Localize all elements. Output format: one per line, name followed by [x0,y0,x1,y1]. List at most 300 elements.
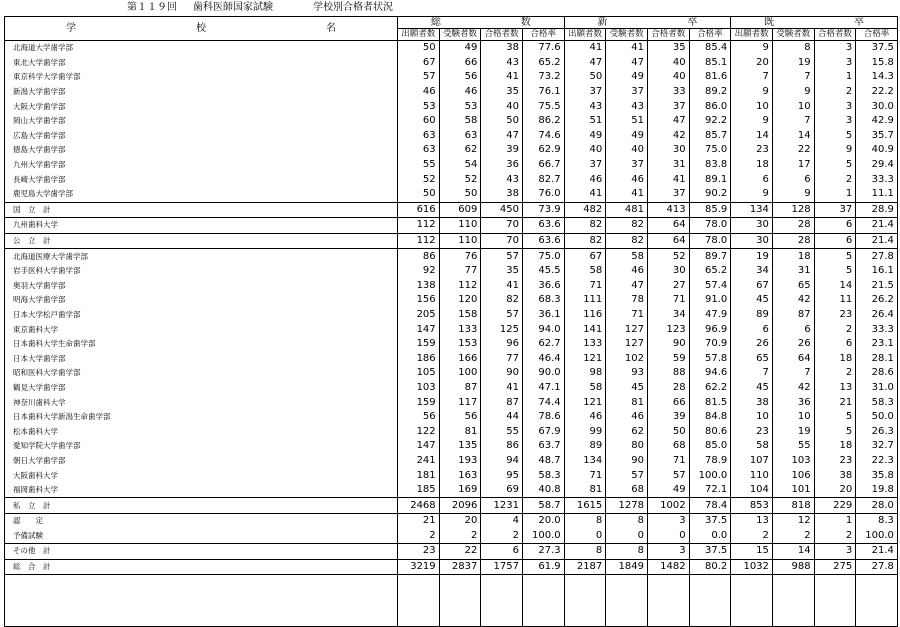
new-grad-pass-rate-cell: 78.0 [689,218,731,234]
subtotal-row [5,233,898,249]
prior-grad-pass-rate-cell: 28.9 [856,202,898,218]
total-applicants-cell: 185 [398,483,440,498]
prior-grad-applicants-cell: 45 [731,293,773,308]
prior-grad-pass-rate-cell: 16.1 [856,264,898,279]
school-row [5,322,898,337]
school-name-cell: 長崎大学歯学部 [5,172,398,187]
school-name-cell: 神奈川歯科大学 [5,395,398,410]
prior-grad-applicants-cell: 45 [731,381,773,396]
total-pass-rate-cell: 45.5 [522,264,564,279]
new-grad-pass-rate-cell: 89.7 [689,249,731,264]
total-pass-rate-cell: 62.9 [522,143,564,158]
prior-grad-applicants-cell: 110 [731,468,773,483]
prior-grad-examinees-cell: 42 [772,381,814,396]
total-applicants-cell: 147 [398,322,440,337]
school-row [5,143,898,158]
new-grad-passers-cell: 31 [647,158,689,173]
school-name-cell: 鶴見大学歯学部 [5,381,398,396]
total-examinees-cell: 100 [439,366,481,381]
total-pass-rate-cell: 58.3 [522,468,564,483]
prior-grad-pass-rate-cell: 58.3 [856,395,898,410]
new-grad-pass-rate-cell: 90.2 [689,187,731,202]
new-grad-pass-rate-cell: 57.8 [689,351,731,366]
prior-grad-examinees-cell: 7 [772,114,814,129]
prior-grad-examinees-cell: 6 [772,172,814,187]
total-passers-cell: 35 [481,85,523,100]
total-applicants-cell: 86 [398,249,440,264]
total-passers-cell: 55 [481,424,523,439]
total-passers-cell: 70 [481,233,523,249]
prior-grad-applicants-cell: 13 [731,514,773,529]
total-examinees-cell: 193 [439,454,481,469]
new-grad-examinees-cell: 1278 [606,498,648,514]
prior-grad-pass-rate-cell: 19.8 [856,483,898,498]
total-pass-rate-cell: 58.7 [522,498,564,514]
new-grad-examinees-cell: 0 [606,529,648,544]
new-grad-pass-rate-cell: 86.0 [689,99,731,114]
school-row [5,483,898,498]
new-grad-passers-cell: 3 [647,544,689,560]
prior-grad-applicants-cell: 26 [731,337,773,352]
total-pass-rate-cell: 40.8 [522,483,564,498]
prior-grad-passers-cell: 20 [814,483,856,498]
school-row [5,41,898,56]
new-grad-applicants-cell: 82 [564,233,606,249]
blank-cell [439,575,481,627]
subtotal-row [5,202,898,218]
total-applicants-cell: 67 [398,56,440,71]
school-name-cell: 日本大学歯学部 [5,351,398,366]
prior-grad-passers-cell: 2 [814,366,856,381]
school-name-header: 学 校 名 [5,17,398,41]
exam-name: 歯科医師国家試験 [193,2,273,13]
prior-grad-passers-cell: 18 [814,439,856,454]
new-grad-applicants-cell: 58 [564,264,606,279]
prior-grad-passers-cell: 6 [814,337,856,352]
new-grad-applicants-cell: 58 [564,381,606,396]
prior-grad-passers-cell: 3 [814,99,856,114]
prior-grad-passers-cell: 3 [814,56,856,71]
prior-grad-examinees-cell: 26 [772,337,814,352]
total-applicants-cell: 21 [398,514,440,529]
school-row [5,381,898,396]
prior-grad-pass-rate-cell: 40.9 [856,143,898,158]
total-examinees-cell: 120 [439,293,481,308]
new-grad-applicants-cell: 82 [564,218,606,234]
new-grad-applicants-cell: 43 [564,99,606,114]
new-grad-applicants-cell: 46 [564,410,606,425]
prior-grad-pass-rate-cell: 32.7 [856,439,898,454]
prior-grad-examinees-cell: 87 [772,308,814,323]
prior-grad-pass-rate-cell: 35.7 [856,129,898,144]
total-applicants-cell: 159 [398,395,440,410]
total-pass-rate-cell: 94.0 [522,322,564,337]
prior-grad-examinees-cell: 19 [772,56,814,71]
new-grad-passers-cell: 1482 [647,559,689,575]
new-grad-group-header: 新 卒 [564,17,731,29]
new-grad-passers-cell: 27 [647,279,689,294]
total-pass-rate-cell: 74.4 [522,395,564,410]
new-grad-applicants-cell: 8 [564,514,606,529]
prior-grad-applicants-cell: 7 [731,70,773,85]
blank-cell [856,575,898,627]
prior-grad-pass-rate-cell: 42.9 [856,114,898,129]
prior-grad-applicants-cell: 38 [731,395,773,410]
total-applicants-cell: 138 [398,279,440,294]
total-applicants-cell: 181 [398,468,440,483]
school-name-cell: 愛知学院大学歯学部 [5,439,398,454]
prior-grad-pass-rate-header: 合格率 [856,29,898,41]
new-grad-pass-rate-cell: 78.9 [689,454,731,469]
school-row [5,99,898,114]
total-pass-rate-cell: 61.9 [522,559,564,575]
new-grad-passers-cell: 50 [647,424,689,439]
school-name-cell: 奥羽大学歯学部 [5,279,398,294]
school-row [5,308,898,323]
school-name-cell: 日本歯科大学新潟生命歯学部 [5,410,398,425]
prior-grad-applicants-cell: 9 [731,187,773,202]
prior-grad-applicants-cell: 30 [731,218,773,234]
prior-grad-applicants-cell: 30 [731,233,773,249]
total-pass-rate-cell: 46.4 [522,351,564,366]
new-grad-applicants-cell: 2187 [564,559,606,575]
prior-grad-passers-cell: 1 [814,514,856,529]
prior-grad-pass-rate-cell: 23.1 [856,337,898,352]
prior-grad-pass-rate-cell: 35.8 [856,468,898,483]
new-grad-passers-cell: 71 [647,454,689,469]
total-applicants-cell: 147 [398,439,440,454]
total-passers-cell: 86 [481,439,523,454]
prior-grad-applicants-cell: 107 [731,454,773,469]
prior-grad-passers-cell: 5 [814,424,856,439]
new-grad-pass-rate-cell: 85.9 [689,202,731,218]
school-row [5,218,898,234]
new-grad-examinees-cell: 8 [606,544,648,560]
new-grad-applicants-cell: 98 [564,366,606,381]
new-grad-applicants-cell: 116 [564,308,606,323]
blank-cell [731,575,773,627]
total-pass-rate-cell: 27.3 [522,544,564,560]
prior-grad-applicants-cell: 1032 [731,559,773,575]
report-title: 学校別合格者状況 [313,2,393,13]
total-examinees-cell: 110 [439,218,481,234]
new-grad-applicants-cell: 81 [564,483,606,498]
new-grad-passers-cell: 64 [647,233,689,249]
prior-grad-passers-header: 合格者数 [814,29,856,41]
total-applicants-cell: 2468 [398,498,440,514]
prior-grad-applicants-cell: 7 [731,366,773,381]
prior-grad-applicants-cell: 6 [731,172,773,187]
grand-total-row [5,559,898,575]
prior-grad-passers-cell: 275 [814,559,856,575]
new-grad-applicants-cell: 482 [564,202,606,218]
prior-grad-examinees-cell: 103 [772,454,814,469]
new-grad-pass-rate-cell: 37.5 [689,514,731,529]
new-grad-applicants-cell: 41 [564,187,606,202]
school-name-cell: 北海道医療大学歯学部 [5,249,398,264]
new-grad-examinees-cell: 46 [606,264,648,279]
new-grad-examinees-cell: 40 [606,143,648,158]
total-applicants-cell: 53 [398,99,440,114]
new-grad-pass-rate-cell: 85.1 [689,56,731,71]
new-grad-applicants-cell: 49 [564,129,606,144]
total-pass-rate-cell: 76.1 [522,85,564,100]
prior-grad-passers-cell: 11 [814,293,856,308]
new-grad-examinees-cell: 58 [606,249,648,264]
prior-grad-passers-cell: 37 [814,202,856,218]
total-examinees-cell: 110 [439,233,481,249]
prior-grad-applicants-cell: 67 [731,279,773,294]
new-grad-applicants-cell: 67 [564,249,606,264]
prior-grad-passers-cell: 38 [814,468,856,483]
new-grad-pass-rate-cell: 70.9 [689,337,731,352]
prior-grad-pass-rate-cell: 100.0 [856,529,898,544]
new-grad-examinees-cell: 68 [606,483,648,498]
new-grad-applicants-cell: 121 [564,395,606,410]
total-passers-cell: 70 [481,218,523,234]
new-grad-applicants-cell: 1615 [564,498,606,514]
total-passers-cell: 69 [481,483,523,498]
new-grad-pass-rate-cell: 80.2 [689,559,731,575]
blank-cell [689,575,731,627]
total-examinees-cell: 609 [439,202,481,218]
total-applicants-cell: 50 [398,41,440,56]
total-passers-cell: 2 [481,529,523,544]
total-examinees-cell: 2096 [439,498,481,514]
total-passers-cell: 35 [481,264,523,279]
new-grad-applicants-cell: 8 [564,544,606,560]
new-grad-examinees-cell: 49 [606,70,648,85]
prior-grad-pass-rate-cell: 21.4 [856,233,898,249]
new-grad-examinees-cell: 45 [606,381,648,396]
total-examinees-header: 受験者数 [439,29,481,41]
new-grad-pass-rate-cell: 85.0 [689,439,731,454]
total-examinees-cell: 63 [439,129,481,144]
total-examinees-cell: 163 [439,468,481,483]
school-name-cell: 大阪大学歯学部 [5,99,398,114]
new-grad-passers-cell: 64 [647,218,689,234]
total-examinees-cell: 50 [439,187,481,202]
total-passers-cell: 36 [481,158,523,173]
total-passers-cell: 41 [481,381,523,396]
total-examinees-cell: 76 [439,249,481,264]
new-grad-applicants-cell: 121 [564,351,606,366]
total-examinees-cell: 112 [439,279,481,294]
prior-grad-passers-cell: 3 [814,544,856,560]
total-pass-rate-cell: 100.0 [522,529,564,544]
prior-grad-pass-rate-cell: 37.5 [856,41,898,56]
prior-grad-examinees-cell: 128 [772,202,814,218]
new-grad-applicants-cell: 71 [564,468,606,483]
new-grad-examinees-header: 受験者数 [606,29,648,41]
school-row [5,172,898,187]
total-pass-rate-cell: 73.9 [522,202,564,218]
total-examinees-cell: 22 [439,544,481,560]
new-grad-examinees-cell: 41 [606,41,648,56]
total-applicants-cell: 23 [398,544,440,560]
blank-cell [481,575,523,627]
prior-grad-pass-rate-cell: 30.0 [856,99,898,114]
new-grad-passers-cell: 49 [647,483,689,498]
results-table [4,16,898,627]
new-grad-pass-rate-cell: 37.5 [689,544,731,560]
new-grad-pass-rate-cell: 84.8 [689,410,731,425]
total-passers-cell: 43 [481,56,523,71]
total-pass-rate-cell: 90.0 [522,366,564,381]
new-grad-applicants-cell: 46 [564,172,606,187]
total-passers-cell: 41 [481,70,523,85]
total-passers-cell: 77 [481,351,523,366]
prior-grad-passers-cell: 23 [814,454,856,469]
school-row [5,439,898,454]
total-examinees-cell: 133 [439,322,481,337]
prior-grad-passers-cell: 13 [814,381,856,396]
prior-grad-passers-cell: 229 [814,498,856,514]
prior-grad-examinees-cell: 12 [772,514,814,529]
total-applicants-cell: 241 [398,454,440,469]
total-applicants-header: 出願者数 [398,29,440,41]
total-passers-cell: 82 [481,293,523,308]
total-applicants-cell: 103 [398,381,440,396]
school-name-cell: 東京歯科大学 [5,322,398,337]
total-pass-rate-cell: 75.5 [522,99,564,114]
new-grad-examinees-cell: 47 [606,56,648,71]
total-pass-rate-cell: 20.0 [522,514,564,529]
prior-grad-examinees-cell: 9 [772,85,814,100]
new-grad-passers-cell: 123 [647,322,689,337]
new-grad-applicants-cell: 134 [564,454,606,469]
school-name-cell: 大阪歯科大学 [5,468,398,483]
prior-grad-applicants-cell: 15 [731,544,773,560]
school-row [5,70,898,85]
new-grad-pass-rate-cell: 92.2 [689,114,731,129]
blank-cell [606,575,648,627]
prior-grad-examinees-cell: 10 [772,99,814,114]
total-applicants-cell: 56 [398,410,440,425]
new-grad-examinees-cell: 102 [606,351,648,366]
new-grad-examinees-cell: 93 [606,366,648,381]
blank-row [5,575,898,627]
new-grad-passers-cell: 41 [647,172,689,187]
prior-grad-pass-rate-cell: 21.4 [856,544,898,560]
total-passers-cell: 50 [481,114,523,129]
new-grad-pass-rate-cell: 100.0 [689,468,731,483]
subtotal-label-cell: 私 立 計 [5,498,398,514]
new-grad-passers-cell: 88 [647,366,689,381]
school-name-cell: 九州大学歯学部 [5,158,398,173]
prior-grad-applicants-cell: 34 [731,264,773,279]
prior-grad-passers-cell: 23 [814,308,856,323]
total-passers-cell: 40 [481,99,523,114]
new-grad-pass-rate-cell: 72.1 [689,483,731,498]
total-pass-rate-cell: 65.2 [522,56,564,71]
blank-cell [814,575,856,627]
total-examinees-cell: 117 [439,395,481,410]
new-grad-pass-rate-cell: 78.4 [689,498,731,514]
new-grad-passers-cell: 42 [647,129,689,144]
prior-grad-examinees-cell: 19 [772,424,814,439]
new-grad-pass-rate-cell: 81.6 [689,70,731,85]
new-grad-passers-cell: 40 [647,56,689,71]
new-grad-pass-rate-cell: 91.0 [689,293,731,308]
school-row [5,129,898,144]
total-applicants-cell: 92 [398,264,440,279]
new-grad-passers-cell: 37 [647,187,689,202]
total-passers-cell: 96 [481,337,523,352]
prior-grad-pass-rate-cell: 28.6 [856,366,898,381]
new-grad-examinees-cell: 90 [606,454,648,469]
total-examinees-cell: 166 [439,351,481,366]
new-grad-passers-cell: 40 [647,70,689,85]
prior-grad-examinees-cell: 14 [772,544,814,560]
total-pass-rate-cell: 62.7 [522,337,564,352]
new-grad-examinees-cell: 81 [606,395,648,410]
new-grad-passers-cell: 37 [647,99,689,114]
total-pass-rate-cell: 78.6 [522,410,564,425]
total-pass-rate-cell: 86.2 [522,114,564,129]
total-examinees-cell: 49 [439,41,481,56]
new-grad-passers-cell: 3 [647,514,689,529]
new-grad-examinees-cell: 127 [606,322,648,337]
total-passers-cell: 4 [481,514,523,529]
new-grad-passers-header: 合格者数 [647,29,689,41]
blank-cell [772,575,814,627]
total-applicants-cell: 616 [398,202,440,218]
prior-grad-passers-cell: 5 [814,264,856,279]
total-examinees-cell: 2 [439,529,481,544]
prior-grad-pass-rate-cell: 33.3 [856,322,898,337]
prior-grad-applicants-cell: 89 [731,308,773,323]
new-grad-examinees-cell: 82 [606,218,648,234]
total-applicants-cell: 112 [398,218,440,234]
total-passers-cell: 43 [481,172,523,187]
subtotal-label-cell: 公 立 計 [5,233,398,249]
new-grad-applicants-cell: 51 [564,114,606,129]
total-examinees-cell: 54 [439,158,481,173]
total-examinees-cell: 153 [439,337,481,352]
school-row [5,187,898,202]
total-pass-rate-cell: 66.7 [522,158,564,173]
prior-grad-applicants-cell: 9 [731,114,773,129]
new-grad-passers-cell: 71 [647,293,689,308]
new-grad-passers-cell: 68 [647,439,689,454]
school-row [5,56,898,71]
document-title [0,1,900,15]
prior-grad-applicants-cell: 6 [731,322,773,337]
new-grad-passers-cell: 33 [647,85,689,100]
new-grad-applicants-cell: 47 [564,56,606,71]
new-grad-pass-rate-cell: 83.8 [689,158,731,173]
new-grad-examinees-cell: 46 [606,410,648,425]
total-examinees-cell: 56 [439,410,481,425]
prior-grad-applicants-cell: 18 [731,158,773,173]
total-applicants-cell: 60 [398,114,440,129]
new-grad-applicants-cell: 141 [564,322,606,337]
school-row [5,337,898,352]
total-passers-cell: 44 [481,410,523,425]
school-row [5,410,898,425]
prior-grad-pass-rate-cell: 21.4 [856,218,898,234]
prior-grad-pass-rate-cell: 26.2 [856,293,898,308]
blank-cell [564,575,606,627]
total-passers-cell: 1757 [481,559,523,575]
total-group-header: 総 数 [398,17,565,29]
prior-grad-passers-cell: 2 [814,322,856,337]
prior-grad-examinees-cell: 6 [772,322,814,337]
prior-grad-passers-cell: 3 [814,41,856,56]
school-row [5,529,898,544]
total-passers-cell: 41 [481,279,523,294]
